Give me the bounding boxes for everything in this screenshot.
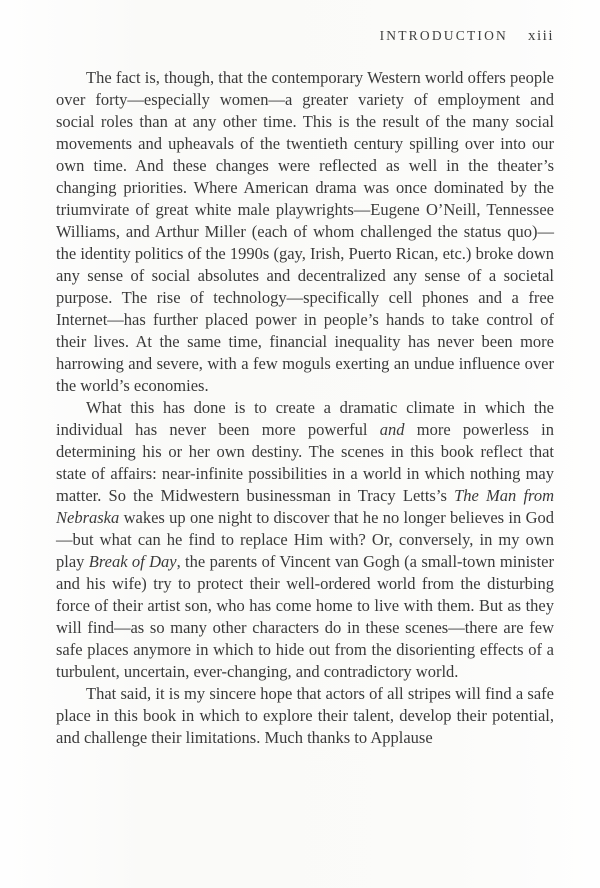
- text-run: wakes up one night to discover that he no longer believes in God—but what can he find to replace Him with? Or, conversely, in my own play: [56, 508, 554, 571]
- paragraph: [56, 683, 554, 749]
- running-title: INTRODUCTION: [379, 28, 508, 43]
- text-run: What this has done is to create a dramatic climate in which the individual has never been more powerful: [56, 398, 554, 439]
- italic-text-run: The Man from Nebraska: [56, 486, 555, 527]
- paragraph: [56, 67, 554, 397]
- body-text: [56, 67, 554, 749]
- italic-text-run: Break of Day: [88, 552, 177, 571]
- text-run: more powerless in determining his or her own destiny. The scenes in this book reflect that state of affairs: near-infinite possibilities in a world in which nothing may matter. So the Midwestern businessman in Tracy Letts’s: [56, 420, 554, 505]
- page-header: [56, 28, 554, 45]
- page-number: xiii: [527, 28, 554, 44]
- paragraph: [56, 397, 554, 683]
- text-run: , the parents of Vincent van Gogh (a small-town minister and his wife) try to protect their well-ordered world from the disturbing force of their artist son, who has come home to live with them. But as they will find—as so many other characters do in these scenes—there are few safe places anymore in which to hide out from the disorienting effects of a turbulent, uncertain, ever-changing, and contradictory world.: [56, 552, 554, 681]
- text-run: That said, it is my sincere hope that actors of all stripes will find a safe place in this book in which to explore their talent, develop their potential, and challenge their limitations. Much thanks to Applause: [56, 684, 554, 747]
- italic-text-run: and: [379, 420, 405, 439]
- text-run: The fact is, though, that the contemporary Western world offers people over forty—especially women—a greater variety of employment and social roles than at any other time. This is the result of the many social movements and upheavals of the twentieth century spilling over into our own time. And these changes were reflected as well in the theater’s changing priorities. Where American drama was once dominated by the triumvirate of great white male playwrights—Eugene O’Neill, Tennessee Williams, and Arthur Miller (each of whom challenged the status quo)—the identity politics of the 1990s (gay, Irish, Puerto Rican, etc.) broke down any sense of social absolutes and decentralized any sense of a societal purpose. The rise of technology—specifically cell phones and a free Internet—has further placed power in people’s hands to take control of their lives. At the same time, financial inequality has never been more harrowing and severe, with a few moguls exerting an undue influence over the world’s economies.: [56, 68, 554, 395]
